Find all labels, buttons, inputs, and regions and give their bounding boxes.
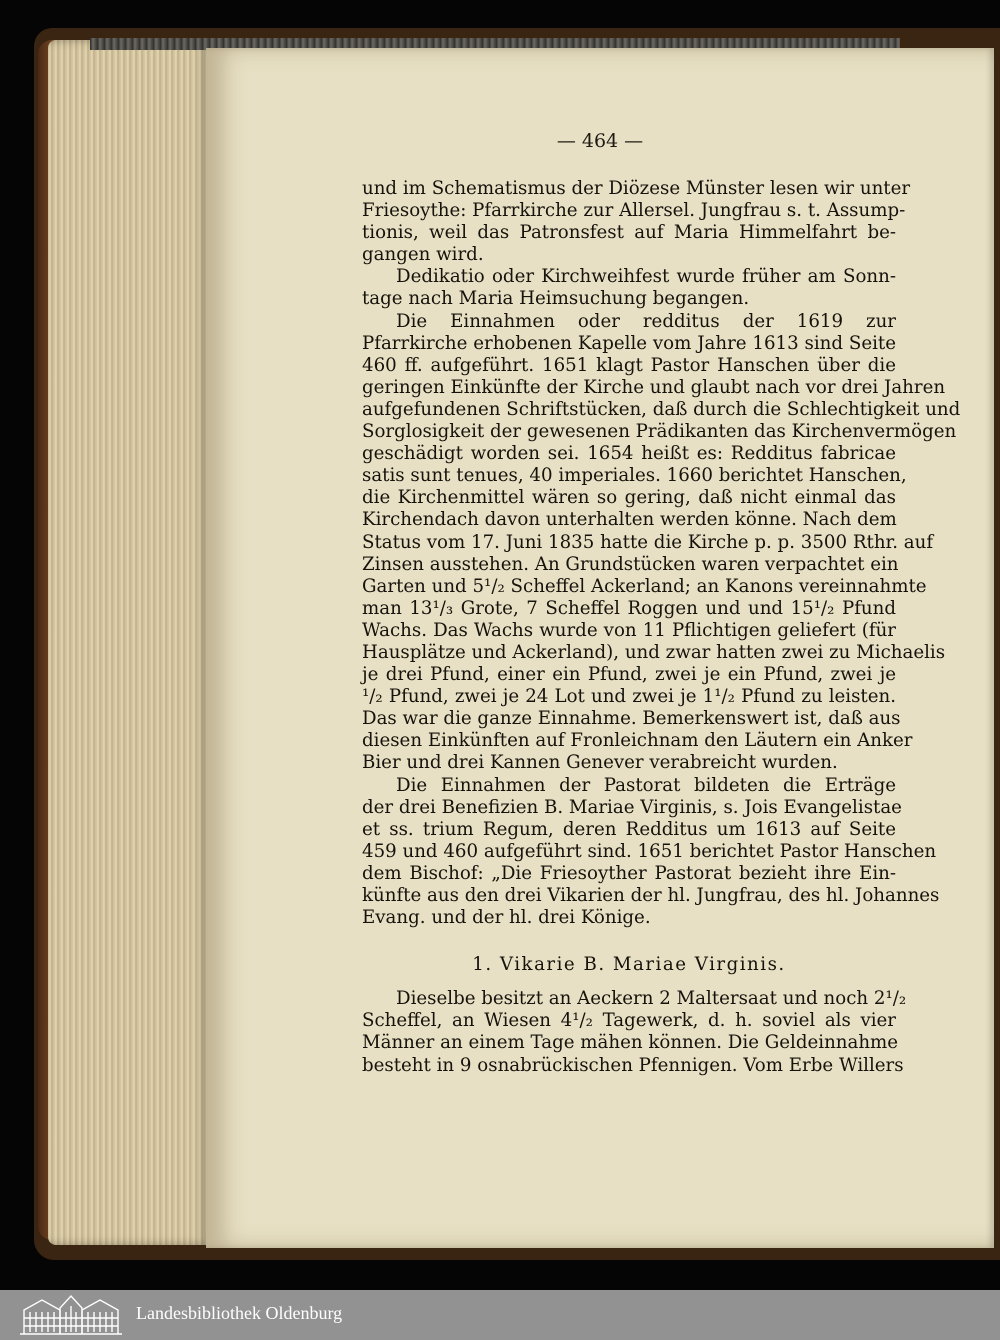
- text-line: Männer an einem Tage mähen können. Die Geldeinnahme: [362, 1032, 899, 1054]
- text-line: Garten und 5¹/₂ Scheffel Ackerland; an Kanons vereinnahmte: [362, 575, 927, 597]
- text-line: Die Einnahmen der Pastorat bildeten die Erträge: [396, 774, 896, 796]
- text-line: Bier und drei Kannen Genever verabreicht wurden.: [362, 752, 838, 774]
- book-page: [206, 48, 994, 1248]
- text-line: besteht in 9 osnabrückischen Pfennigen. Vom Erbe Willers: [362, 1054, 904, 1076]
- text-line: geringen Einkünfte der Kirche und glaubt nach vor drei Jahren: [362, 376, 946, 398]
- text-line: Pfarrkirche erhobenen Kapelle vom Jahre 1613 sind Seite: [362, 332, 896, 354]
- text-line: Status vom 17. Juni 1835 hatte die Kirche p. p. 3500 Rthr. auf: [362, 531, 934, 553]
- text-line: je drei Pfund, einer ein Pfund, zwei je ein Pfund, zwei je: [362, 664, 896, 686]
- text-line: gangen wird.: [362, 244, 484, 266]
- footer-bar: [0, 1290, 1000, 1340]
- library-name[interactable]: Landesbibliothek Oldenburg: [136, 1303, 343, 1323]
- text-line: Das war die ganze Einnahme. Bemerkenswert ist, daß aus: [362, 708, 901, 730]
- text-line: und im Schematismus der Diözese Münster lesen wir unter: [362, 178, 911, 199]
- text-line: Dieselbe besitzt an Aeckern 2 Maltersaat und noch 2¹/₂: [396, 988, 907, 1010]
- page-text: [362, 178, 961, 1077]
- text-line: diesen Einkünften auf Fronleichnam den Läutern ein Anker: [362, 730, 913, 752]
- section-heading: 1. Vikarie B. Mariae Virginis.: [472, 954, 786, 976]
- page-edges: [48, 40, 210, 1245]
- text-line: geschädigt worden sei. 1654 heißt es: Redditus fabricae: [362, 443, 896, 465]
- text-line: ¹/₂ Pfund, zwei je 24 Lot und zwei je 1¹/₂ Pfund zu leisten.: [362, 686, 896, 708]
- text-line: tionis, weil das Patronsfest auf Maria Himmelfahrt be-: [362, 222, 896, 244]
- page-number: — 464 —: [556, 130, 644, 152]
- text-line: künfte aus den drei Vikarien der hl. Jungfrau, des hl. Johannes: [362, 885, 940, 906]
- text-line: Die Einnahmen oder redditus der 1619 zur: [396, 310, 896, 332]
- text-line: Evang. und der hl. drei Könige.: [362, 907, 651, 929]
- text-line: Zinsen ausstehen. An Grundstücken waren verpachtet ein: [362, 553, 899, 575]
- text-line: tage nach Maria Heimsuchung begangen.: [362, 288, 750, 310]
- text-line: satis sunt tenues, 40 imperiales. 1660 berichtet Hanschen,: [362, 465, 907, 487]
- library-building-icon: [18, 1294, 124, 1336]
- text-line: die Kirchenmittel wären so gering, daß nicht einmal das: [362, 487, 896, 509]
- text-line: et ss. trium Regum, deren Redditus um 1613 auf Seite: [362, 818, 896, 840]
- text-line: Hausplätze und Ackerland), und zwar hatten zwei zu Michaelis: [362, 641, 946, 663]
- text-line: Scheffel, an Wiesen 4¹/₂ Tagewerk, d. h. soviel als vier: [362, 1010, 896, 1032]
- text-line: Dedikatio oder Kirchweihfest wurde früher am Sonn-: [396, 266, 896, 288]
- text-line: der drei Benefizien B. Mariae Virginis, s. Jois Evangelistae: [362, 796, 902, 818]
- text-line: 460 ff. aufgeführt. 1651 klagt Pastor Hanschen über die: [362, 354, 896, 376]
- text-line: 459 und 460 aufgeführt sind. 1651 berichtet Pastor Hanschen: [362, 840, 937, 862]
- text-line: Sorglosigkeit der gewesenen Prädikanten das Kirchenvermögen: [362, 421, 957, 443]
- text-line: man 13¹/₃ Grote, 7 Scheffel Roggen und und 15¹/₂ Pfund: [362, 597, 896, 619]
- text-line: dem Bischof: „Die Friesoyther Pastorat bezieht ihre Ein-: [362, 862, 896, 884]
- text-line: aufgefundenen Schriftstücken, daß durch die Schlechtigkeit und: [362, 398, 961, 420]
- text-line: Kirchendach davon unterhalten werden könne. Nach dem: [362, 509, 897, 531]
- text-line: Friesoythe: Pfarrkirche zur Allersel. Jungfrau s. t. Assump-: [362, 200, 906, 222]
- text-line: Wachs. Das Wachs wurde von 11 Pflichtigen geliefert (für: [362, 619, 896, 641]
